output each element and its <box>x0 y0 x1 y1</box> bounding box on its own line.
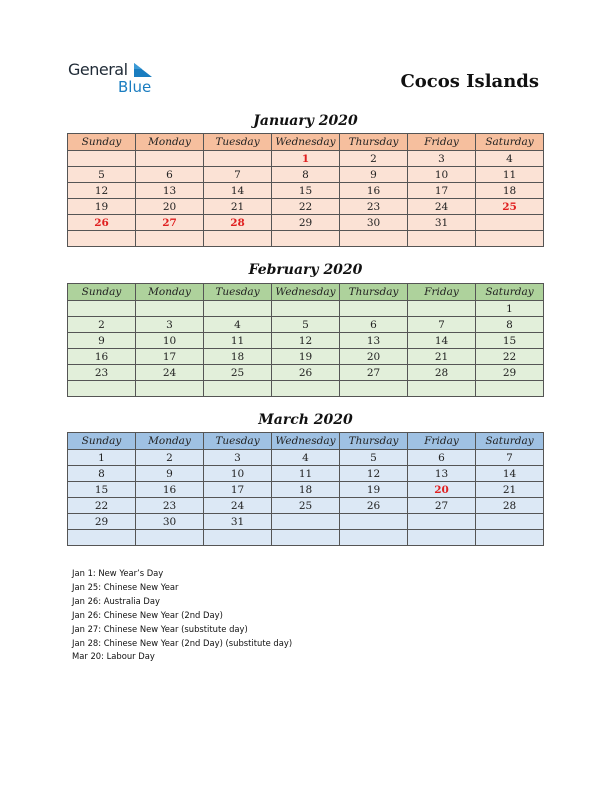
day-cell <box>68 381 136 397</box>
weekday-header: Wednesday <box>272 134 340 151</box>
day-cell: 14 <box>476 466 544 482</box>
day-cell: 4 <box>476 151 544 167</box>
day-cell: 28 <box>476 498 544 514</box>
day-cell: 29 <box>476 365 544 381</box>
day-cell: 1 <box>476 301 544 317</box>
week-row <box>68 381 544 397</box>
day-cell: 8 <box>272 167 340 183</box>
march-weeks <box>68 450 544 546</box>
day-cell: 7 <box>408 317 476 333</box>
day-cell <box>408 301 476 317</box>
day-cell: 2 <box>68 317 136 333</box>
day-cell: 23 <box>136 498 204 514</box>
week-row <box>68 365 544 381</box>
holiday-note: Jan 26: Chinese New Year (2nd Day) <box>72 609 223 620</box>
day-cell: 1 <box>68 450 136 466</box>
day-cell: 1 <box>272 151 340 167</box>
day-cell <box>408 231 476 247</box>
holiday-note: Jan 27: Chinese New Year (substitute day) <box>72 623 248 634</box>
february-calendar <box>67 283 544 397</box>
day-cell <box>68 231 136 247</box>
day-cell <box>204 151 272 167</box>
day-cell <box>408 514 476 530</box>
country-title: Cocos Islands <box>400 71 539 92</box>
logo-text-general: General <box>68 60 128 79</box>
day-cell: 15 <box>476 333 544 349</box>
day-cell <box>136 530 204 546</box>
weekday-header: Saturday <box>476 433 544 450</box>
day-cell: 11 <box>272 466 340 482</box>
day-cell: 21 <box>204 199 272 215</box>
day-cell <box>340 231 408 247</box>
day-cell <box>272 514 340 530</box>
january-calendar <box>67 133 544 247</box>
day-cell: 18 <box>272 482 340 498</box>
day-cell <box>476 530 544 546</box>
day-cell: 10 <box>136 333 204 349</box>
week-row <box>68 498 544 514</box>
day-cell: 20 <box>136 199 204 215</box>
week-row <box>68 482 544 498</box>
weekday-header: Sunday <box>68 284 136 301</box>
day-cell: 11 <box>204 333 272 349</box>
weekday-header: Wednesday <box>272 284 340 301</box>
day-cell: 24 <box>204 498 272 514</box>
day-cell <box>476 231 544 247</box>
week-row <box>68 514 544 530</box>
weekday-header-row <box>68 284 544 301</box>
day-cell: 7 <box>204 167 272 183</box>
february-weeks <box>68 301 544 397</box>
day-cell <box>476 514 544 530</box>
day-cell: 9 <box>68 333 136 349</box>
day-cell: 30 <box>136 514 204 530</box>
january-weeks <box>68 151 544 247</box>
day-cell: 4 <box>204 317 272 333</box>
day-cell <box>136 381 204 397</box>
weekday-header: Friday <box>408 433 476 450</box>
day-cell: 14 <box>204 183 272 199</box>
holiday-note: Jan 1: New Year’s Day <box>72 568 164 578</box>
week-row <box>68 317 544 333</box>
day-cell <box>136 231 204 247</box>
january-title: January 2020 <box>253 113 358 129</box>
day-cell: 26 <box>272 365 340 381</box>
weekday-header-row <box>68 134 544 151</box>
day-cell: 14 <box>408 333 476 349</box>
day-cell: 27 <box>408 498 476 514</box>
day-cell: 8 <box>476 317 544 333</box>
week-row <box>68 466 544 482</box>
day-cell: 6 <box>340 317 408 333</box>
weekday-header: Tuesday <box>204 433 272 450</box>
day-cell: 24 <box>408 199 476 215</box>
day-cell <box>476 381 544 397</box>
day-cell: 16 <box>136 482 204 498</box>
day-cell: 10 <box>408 167 476 183</box>
weekday-header: Sunday <box>68 134 136 151</box>
day-cell: 23 <box>340 199 408 215</box>
day-cell: 21 <box>408 349 476 365</box>
day-cell: 22 <box>272 199 340 215</box>
weekday-header: Tuesday <box>204 284 272 301</box>
day-cell: 18 <box>476 183 544 199</box>
day-cell: 19 <box>340 482 408 498</box>
day-cell <box>204 530 272 546</box>
day-cell <box>136 151 204 167</box>
day-cell: 25 <box>476 199 544 215</box>
day-cell: 12 <box>340 466 408 482</box>
day-cell: 27 <box>340 365 408 381</box>
day-cell <box>272 231 340 247</box>
day-cell <box>136 301 204 317</box>
holiday-notes <box>72 567 292 664</box>
day-cell: 19 <box>272 349 340 365</box>
day-cell <box>340 514 408 530</box>
day-cell: 29 <box>272 215 340 231</box>
day-cell: 20 <box>408 482 476 498</box>
day-cell: 29 <box>68 514 136 530</box>
day-cell: 3 <box>408 151 476 167</box>
day-cell: 8 <box>68 466 136 482</box>
day-cell: 18 <box>204 349 272 365</box>
day-cell <box>204 231 272 247</box>
day-cell: 24 <box>136 365 204 381</box>
day-cell: 23 <box>68 365 136 381</box>
day-cell <box>340 381 408 397</box>
day-cell: 15 <box>68 482 136 498</box>
holiday-note: Jan 25: Chinese New Year <box>72 581 179 592</box>
day-cell <box>272 530 340 546</box>
day-cell: 27 <box>136 215 204 231</box>
week-row <box>68 215 544 231</box>
week-row <box>68 183 544 199</box>
day-cell: 16 <box>68 349 136 365</box>
day-cell: 9 <box>136 466 204 482</box>
weekday-header: Wednesday <box>272 433 340 450</box>
day-cell: 12 <box>68 183 136 199</box>
day-cell: 17 <box>204 482 272 498</box>
week-row <box>68 530 544 546</box>
day-cell <box>272 301 340 317</box>
week-row <box>68 450 544 466</box>
week-row <box>68 333 544 349</box>
day-cell: 20 <box>340 349 408 365</box>
day-cell: 2 <box>136 450 204 466</box>
day-cell <box>68 530 136 546</box>
day-cell: 21 <box>476 482 544 498</box>
day-cell: 22 <box>68 498 136 514</box>
weekday-header: Sunday <box>68 433 136 450</box>
day-cell: 9 <box>340 167 408 183</box>
day-cell: 30 <box>340 215 408 231</box>
weekday-header-row <box>68 433 544 450</box>
day-cell <box>340 301 408 317</box>
day-cell <box>204 301 272 317</box>
weekday-header: Monday <box>136 134 204 151</box>
week-row <box>68 199 544 215</box>
day-cell: 5 <box>68 167 136 183</box>
holiday-note: Jan 28: Chinese New Year (2nd Day) (substitute day) <box>72 637 293 648</box>
day-cell: 15 <box>272 183 340 199</box>
weekday-header: Thursday <box>340 134 408 151</box>
weekday-header: Saturday <box>476 134 544 151</box>
day-cell <box>408 381 476 397</box>
day-cell: 3 <box>136 317 204 333</box>
day-cell <box>476 215 544 231</box>
day-cell: 26 <box>340 498 408 514</box>
day-cell <box>408 530 476 546</box>
day-cell: 19 <box>68 199 136 215</box>
weekday-header: Thursday <box>340 433 408 450</box>
week-row <box>68 301 544 317</box>
day-cell: 13 <box>340 333 408 349</box>
weekday-header: Monday <box>136 284 204 301</box>
day-cell <box>272 381 340 397</box>
day-cell <box>204 381 272 397</box>
day-cell <box>68 301 136 317</box>
day-cell: 17 <box>408 183 476 199</box>
day-cell: 4 <box>272 450 340 466</box>
logo-text-blue: Blue <box>118 78 152 96</box>
day-cell: 6 <box>408 450 476 466</box>
day-cell: 31 <box>204 514 272 530</box>
holiday-note: Mar 20: Labour Day <box>72 651 155 662</box>
weekday-header: Saturday <box>476 284 544 301</box>
day-cell: 5 <box>272 317 340 333</box>
day-cell: 28 <box>408 365 476 381</box>
weekday-header: Tuesday <box>204 134 272 151</box>
day-cell: 31 <box>408 215 476 231</box>
week-row <box>68 151 544 167</box>
day-cell: 10 <box>204 466 272 482</box>
day-cell: 5 <box>340 450 408 466</box>
day-cell: 25 <box>272 498 340 514</box>
week-row <box>68 349 544 365</box>
day-cell: 2 <box>340 151 408 167</box>
day-cell: 12 <box>272 333 340 349</box>
day-cell: 7 <box>476 450 544 466</box>
day-cell: 6 <box>136 167 204 183</box>
general-blue-logo <box>68 60 168 100</box>
day-cell: 26 <box>68 215 136 231</box>
day-cell: 13 <box>136 183 204 199</box>
day-cell: 13 <box>408 466 476 482</box>
week-row <box>68 231 544 247</box>
day-cell: 28 <box>204 215 272 231</box>
day-cell: 16 <box>340 183 408 199</box>
day-cell: 22 <box>476 349 544 365</box>
holiday-note: Jan 26: Australia Day <box>72 595 160 606</box>
day-cell: 3 <box>204 450 272 466</box>
week-row <box>68 167 544 183</box>
weekday-header: Monday <box>136 433 204 450</box>
march-calendar <box>67 432 544 546</box>
february-title: February 2020 <box>248 262 363 278</box>
day-cell <box>340 530 408 546</box>
day-cell: 17 <box>136 349 204 365</box>
day-cell <box>68 151 136 167</box>
day-cell: 25 <box>204 365 272 381</box>
weekday-header: Friday <box>408 134 476 151</box>
weekday-header: Friday <box>408 284 476 301</box>
logo-triangle-icon <box>134 63 152 77</box>
day-cell: 11 <box>476 167 544 183</box>
march-title: March 2020 <box>258 412 353 428</box>
weekday-header: Thursday <box>340 284 408 301</box>
